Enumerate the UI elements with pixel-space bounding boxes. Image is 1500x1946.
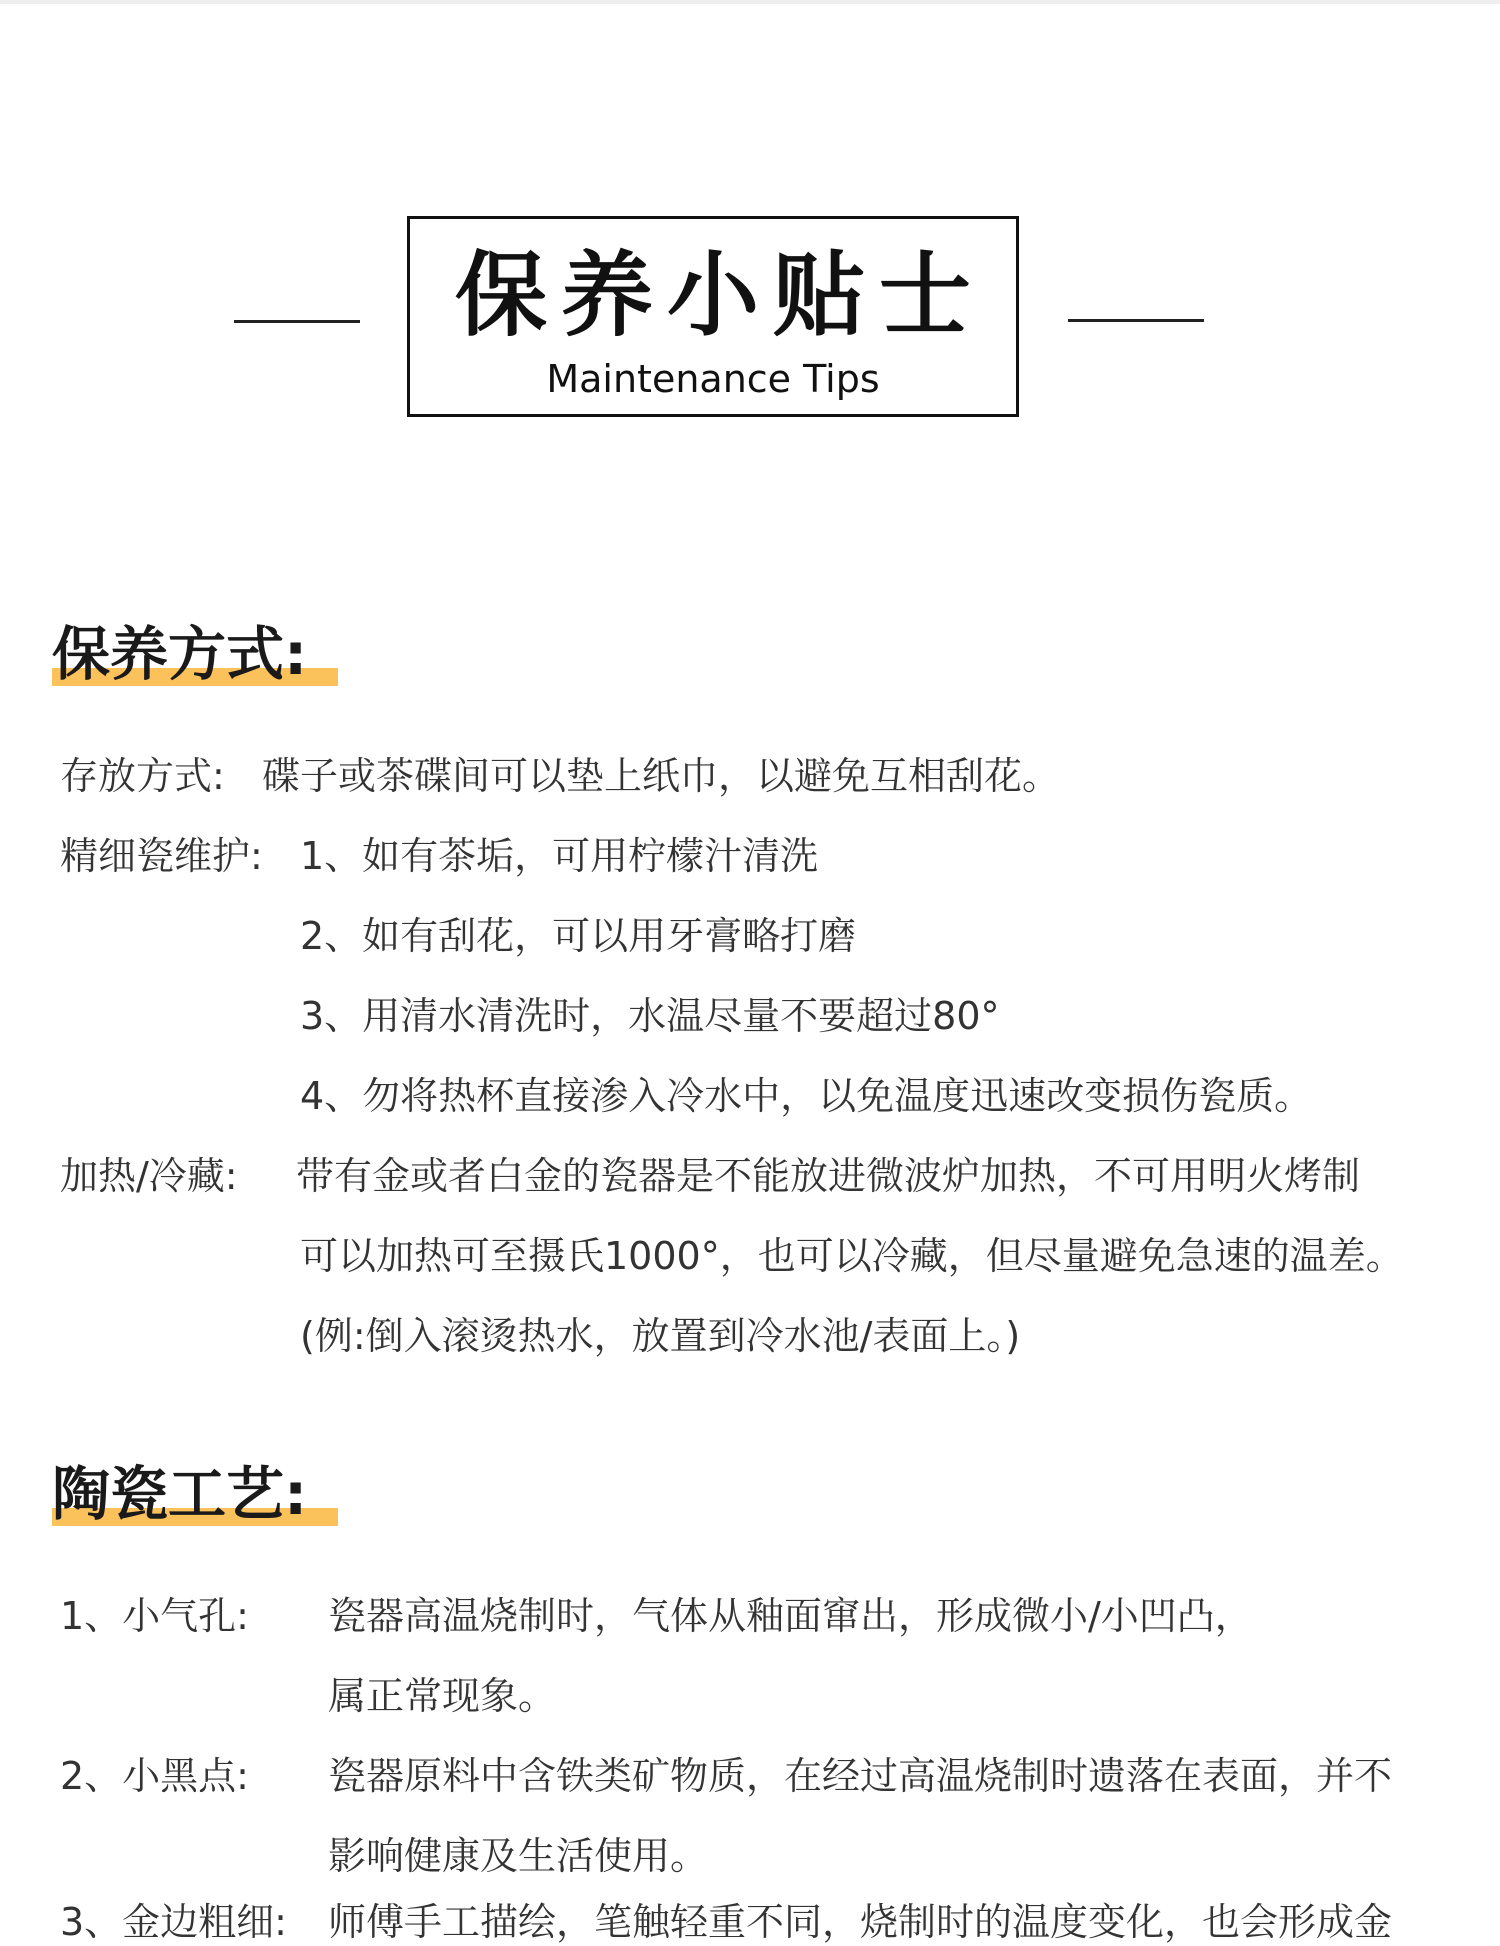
storage-label: 存放方式: bbox=[60, 754, 225, 798]
heating-line: 可以加热可至摄氏1000°，也可以冷藏，但尽量避免急速的温差。 bbox=[300, 1234, 1404, 1278]
section-heading-craft bbox=[52, 1462, 307, 1526]
porcelain-item: 3、用清水清洗时，水温尽量不要超过80° bbox=[300, 994, 1000, 1038]
porcelain-item: 1、如有茶垢，可用柠檬汁清洗 bbox=[300, 834, 819, 878]
craft-item-line: 瓷器原料中含铁类矿物质，在经过高温烧制时遗落在表面，并不 bbox=[328, 1754, 1393, 1798]
craft-item-line: 师傅手工描绘，笔触轻重不同，烧制时的温度变化，也会形成金 bbox=[328, 1900, 1393, 1944]
top-divider bbox=[0, 0, 1500, 4]
craft-item-line: 属正常现象。 bbox=[328, 1674, 557, 1718]
craft-item-line: 瓷器高温烧制时，气体从釉面窜出，形成微小/小凹凸， bbox=[328, 1594, 1253, 1638]
heating-line: (例:倒入滚烫热水，放置到冷水池/表面上。) bbox=[300, 1314, 1021, 1358]
craft-item-label: 2、小黑点: bbox=[60, 1754, 249, 1798]
porcelain-label: 精细瓷维护: bbox=[60, 834, 263, 878]
porcelain-item: 2、如有刮花，可以用牙膏略打磨 bbox=[300, 914, 857, 958]
title-decor-line-left bbox=[234, 320, 360, 323]
page-title: 保养小贴士 bbox=[454, 242, 985, 349]
porcelain-item: 4、勿将热杯直接渗入冷水中，以免温度迅速改变损伤瓷质。 bbox=[300, 1074, 1313, 1118]
section-heading-text: 陶瓷工艺: bbox=[52, 1460, 308, 1528]
page-subtitle: Maintenance Tips bbox=[546, 357, 880, 401]
section-heading-text: 保养方式: bbox=[52, 620, 308, 688]
heating-line: 带有金或者白金的瓷器是不能放进微波炉加热，不可用明火烤制 bbox=[296, 1154, 1361, 1198]
craft-item-line: 影响健康及生活使用。 bbox=[328, 1834, 709, 1878]
section-heading-maintenance bbox=[52, 622, 307, 686]
title-box bbox=[407, 216, 1019, 417]
storage-text: 碟子或茶碟间可以垫上纸巾，以避免互相刮花。 bbox=[262, 754, 1061, 798]
craft-item-label: 3、金边粗细: bbox=[60, 1900, 287, 1944]
title-decor-line-right bbox=[1068, 319, 1204, 322]
craft-item-label: 1、小气孔: bbox=[60, 1594, 249, 1638]
heating-label: 加热/冷藏: bbox=[60, 1154, 238, 1198]
